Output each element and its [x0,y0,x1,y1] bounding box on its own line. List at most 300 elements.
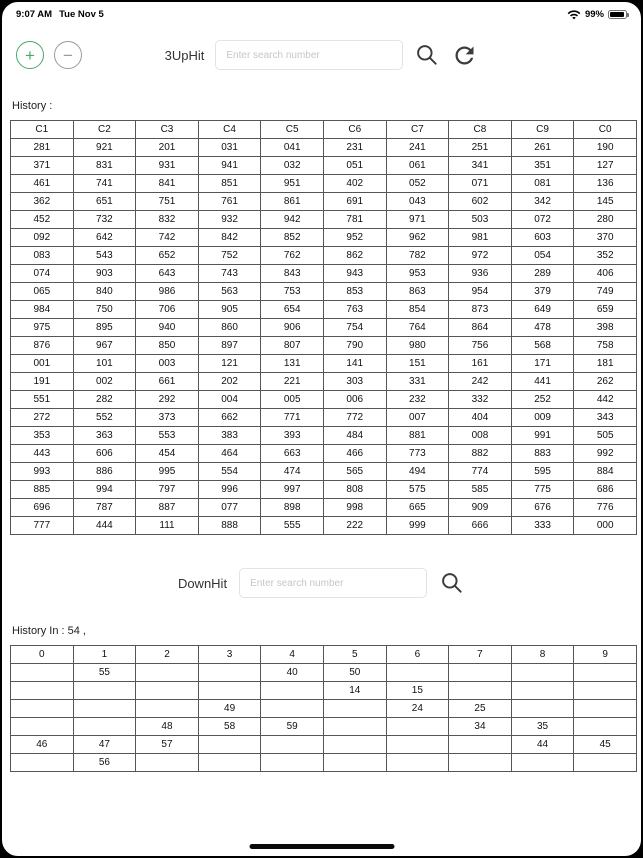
table-cell: 242 [449,373,512,391]
table-cell [73,682,136,700]
table-cell: 854 [386,301,449,319]
table-cell [198,682,261,700]
wifi-icon [567,9,581,20]
table-cell: 763 [323,301,386,319]
battery-icon [608,10,627,19]
table-row [11,175,637,193]
table-cell [449,736,512,754]
table-cell: 790 [323,337,386,355]
table-cell: 002 [73,373,136,391]
table-cell: 832 [136,211,199,229]
table-cell: 850 [136,337,199,355]
table-cell [136,664,199,682]
table-cell: 484 [323,427,386,445]
table-row [11,481,637,499]
table-cell: 006 [323,391,386,409]
table-cell: 797 [136,481,199,499]
table-cell: 077 [198,499,261,517]
table-cell: 478 [511,319,574,337]
table-cell: 171 [511,355,574,373]
table-cell: 942 [261,211,324,229]
table-cell: 181 [574,355,637,373]
table-cell: 696 [11,499,74,517]
table-cell: 876 [11,337,74,355]
table-cell: 897 [198,337,261,355]
table-cell: 505 [574,427,637,445]
table-cell: 331 [386,373,449,391]
table-header-cell: 6 [386,646,449,664]
table-cell: 371 [11,157,74,175]
table-cell: 065 [11,283,74,301]
table-header-cell: C1 [11,121,74,139]
table-header-cell: 4 [261,646,324,664]
table-cell: 751 [136,193,199,211]
table-cell: 980 [386,337,449,355]
table-cell [261,700,324,718]
table-cell: 136 [574,175,637,193]
table-cell: 754 [323,319,386,337]
table-cell: 676 [511,499,574,517]
table-cell: 666 [449,517,512,535]
table-cell: 742 [136,229,199,247]
table-header-cell: 3 [198,646,261,664]
table-cell: 202 [198,373,261,391]
status-left [16,9,104,20]
table-cell [198,754,261,772]
table-cell [261,682,324,700]
table-cell: 052 [386,175,449,193]
table-row [11,736,637,754]
table-row [11,391,637,409]
table-cell: 454 [136,445,199,463]
table-cell: 863 [386,283,449,301]
table-cell: 758 [574,337,637,355]
table-cell [386,754,449,772]
table-cell [136,700,199,718]
table-row [11,265,637,283]
table-cell: 121 [198,355,261,373]
table-cell: 292 [136,391,199,409]
table-cell: 14 [323,682,386,700]
table-cell [261,754,324,772]
table-cell: 941 [198,157,261,175]
table-cell [198,736,261,754]
table-cell: 57 [136,736,199,754]
table-cell: 111 [136,517,199,535]
downhit-history-value: 54 , [67,625,86,637]
table-cell: 352 [574,247,637,265]
uphit-search-button[interactable] [414,42,440,68]
table-cell: 272 [11,409,74,427]
table-cell: 261 [511,139,574,157]
table-cell: 494 [386,463,449,481]
table-row [11,718,637,736]
table-header-cell: C6 [323,121,386,139]
table-cell: 074 [11,265,74,283]
table-cell: 585 [449,481,512,499]
table-cell: 773 [386,445,449,463]
table-cell: 603 [511,229,574,247]
table-cell: 552 [73,409,136,427]
table-cell: 843 [261,265,324,283]
table-cell [511,682,574,700]
table-cell: 903 [73,265,136,283]
table-cell: 007 [386,409,449,427]
table-cell: 442 [574,391,637,409]
table-cell [136,754,199,772]
table-cell: 999 [386,517,449,535]
table-cell: 161 [449,355,512,373]
table-cell: 860 [198,319,261,337]
table-row [11,283,637,301]
table-cell: 231 [323,139,386,157]
table-cell: 24 [386,700,449,718]
table-cell: 032 [261,157,324,175]
table-cell: 732 [73,211,136,229]
table-cell: 565 [323,463,386,481]
table-cell: 992 [574,445,637,463]
table-cell: 749 [574,283,637,301]
table-cell: 906 [261,319,324,337]
table-cell [574,700,637,718]
table-cell: 807 [261,337,324,355]
table-cell: 575 [386,481,449,499]
table-cell: 663 [261,445,324,463]
table-cell [11,664,74,682]
table-cell: 402 [323,175,386,193]
table-cell: 952 [323,229,386,247]
table-cell [11,718,74,736]
table-cell: 831 [73,157,136,175]
table-cell: 49 [198,700,261,718]
table-cell [386,718,449,736]
table-cell: 151 [386,355,449,373]
table-cell: 555 [261,517,324,535]
table-cell: 083 [11,247,74,265]
table-cell: 753 [261,283,324,301]
table-header-row [11,121,637,139]
table-cell: 474 [261,463,324,481]
table-cell: 201 [136,139,199,157]
table-cell: 743 [198,265,261,283]
table-row [11,301,637,319]
table-cell: 50 [323,664,386,682]
table-cell: 092 [11,229,74,247]
table-cell: 762 [261,247,324,265]
table-cell: 333 [511,517,574,535]
table-cell: 221 [261,373,324,391]
table-cell [323,736,386,754]
table-cell [511,664,574,682]
table-cell: 141 [323,355,386,373]
table-cell: 883 [511,445,574,463]
table-cell: 651 [73,193,136,211]
table-cell: 606 [73,445,136,463]
table-cell: 051 [323,157,386,175]
table-cell: 353 [11,427,74,445]
table-header-cell: 0 [11,646,74,664]
table-cell: 986 [136,283,199,301]
table-cell: 004 [198,391,261,409]
table-header-cell: C2 [73,121,136,139]
table-cell: 373 [136,409,199,427]
table-cell: 931 [136,157,199,175]
table-cell: 993 [11,463,74,481]
table-cell: 884 [574,463,637,481]
downhit-history-label-row [12,625,631,637]
table-cell: 842 [198,229,261,247]
table-cell [323,700,386,718]
table-header-cell: C8 [449,121,512,139]
table-cell: 553 [136,427,199,445]
table-row [11,229,637,247]
table-cell: 009 [511,409,574,427]
table-row [11,463,637,481]
table-cell: 282 [73,391,136,409]
table-cell: 101 [73,355,136,373]
table-cell: 862 [323,247,386,265]
table-row [11,193,637,211]
table-cell: 554 [198,463,261,481]
table-cell: 932 [198,211,261,229]
table-cell: 764 [386,319,449,337]
table-cell: 551 [11,391,74,409]
table-cell: 873 [449,301,512,319]
table-cell: 56 [73,754,136,772]
table-row [11,664,637,682]
table-cell: 953 [386,265,449,283]
table-cell: 443 [11,445,74,463]
increase-button[interactable]: + [16,41,44,69]
table-cell [574,718,637,736]
table-cell: 406 [574,265,637,283]
table-row [11,682,637,700]
table-cell: 936 [449,265,512,283]
table-cell: 071 [449,175,512,193]
table-cell: 962 [386,229,449,247]
table-cell [136,682,199,700]
table-cell: 595 [511,463,574,481]
table-cell: 943 [323,265,386,283]
table-cell: 45 [574,736,637,754]
table-cell [386,736,449,754]
table-cell: 774 [449,463,512,481]
table-cell: 642 [73,229,136,247]
table-cell: 461 [11,175,74,193]
table-cell: 005 [261,391,324,409]
table-cell: 841 [136,175,199,193]
table-cell: 251 [449,139,512,157]
table-cell: 441 [511,373,574,391]
table-row [11,247,637,265]
table-row [11,427,637,445]
table-row [11,517,637,535]
table-header-cell: 7 [449,646,512,664]
downhit-history-table [10,645,637,772]
decrease-button[interactable]: − [54,41,82,69]
table-cell: 131 [261,355,324,373]
table-cell: 072 [511,211,574,229]
table-header-cell: C4 [198,121,261,139]
table-header-row [11,646,637,664]
table-cell: 967 [73,337,136,355]
table-cell: 981 [449,229,512,247]
table-cell [386,664,449,682]
table-cell: 971 [386,211,449,229]
table-cell: 252 [511,391,574,409]
table-cell [261,736,324,754]
table-cell [449,664,512,682]
table-cell: 031 [198,139,261,157]
table-row [11,499,637,517]
table-header-cell: 1 [73,646,136,664]
table-cell: 191 [11,373,74,391]
table-cell: 59 [261,718,324,736]
table-cell: 706 [136,301,199,319]
table-cell: 852 [261,229,324,247]
table-cell: 280 [574,211,637,229]
table-header-cell: 9 [574,646,637,664]
table-cell: 781 [323,211,386,229]
table-cell: 466 [323,445,386,463]
downhit-history-label: History In : [12,625,65,637]
top-toolbar [2,32,641,78]
table-cell [73,700,136,718]
table-cell: 654 [261,301,324,319]
table-cell: 659 [574,301,637,319]
uphit-history-label: History : [12,100,53,112]
table-cell: 041 [261,139,324,157]
table-cell: 303 [323,373,386,391]
table-cell: 886 [73,463,136,481]
table-cell: 851 [198,175,261,193]
table-cell: 921 [73,139,136,157]
table-cell: 351 [511,157,574,175]
search-icon [439,570,465,596]
table-cell: 061 [386,157,449,175]
table-cell: 404 [449,409,512,427]
table-cell: 008 [449,427,512,445]
uphit-history-table [10,120,637,535]
table-cell: 464 [198,445,261,463]
table-row [11,319,637,337]
table-cell: 444 [73,517,136,535]
table-cell: 782 [386,247,449,265]
table-cell: 995 [136,463,199,481]
table-cell: 47 [73,736,136,754]
table-row [11,754,637,772]
table-cell [11,700,74,718]
table-cell: 000 [574,517,637,535]
table-cell: 808 [323,481,386,499]
battery-percent: 99% [584,8,604,20]
table-cell: 241 [386,139,449,157]
table-row [11,337,637,355]
downhit-search-input[interactable] [239,568,427,598]
table-cell: 602 [449,193,512,211]
table-cell: 054 [511,247,574,265]
table-header-cell: C5 [261,121,324,139]
table-header-cell: 8 [511,646,574,664]
table-cell: 379 [511,283,574,301]
table-cell: 662 [198,409,261,427]
table-cell: 954 [449,283,512,301]
table-cell: 750 [73,301,136,319]
table-cell: 383 [198,427,261,445]
uphit-title: 3UpHit [164,47,205,63]
table-cell: 761 [198,193,261,211]
table-cell [449,754,512,772]
table-cell [511,700,574,718]
table-cell: 994 [73,481,136,499]
table-row [11,700,637,718]
table-cell: 998 [323,499,386,517]
table-row [11,373,637,391]
table-cell: 643 [136,265,199,283]
table-cell: 905 [198,301,261,319]
table-cell [574,664,637,682]
table-cell: 771 [261,409,324,427]
refresh-icon [451,42,478,69]
home-indicator[interactable] [249,844,394,849]
table-cell: 190 [574,139,637,157]
table-cell: 882 [449,445,512,463]
table-cell: 543 [73,247,136,265]
table-cell [511,754,574,772]
table-cell: 909 [449,499,512,517]
table-cell: 568 [511,337,574,355]
table-cell: 341 [449,157,512,175]
table-cell: 741 [73,175,136,193]
table-cell: 127 [574,157,637,175]
table-cell [323,754,386,772]
table-cell: 895 [73,319,136,337]
status-time: 9:07 AM [16,8,53,20]
table-cell: 003 [136,355,199,373]
table-header-cell: C3 [136,121,199,139]
table-cell: 991 [511,427,574,445]
table-header-cell: 5 [323,646,386,664]
table-cell: 343 [574,409,637,427]
table-cell [73,718,136,736]
table-cell: 652 [136,247,199,265]
table-cell: 691 [323,193,386,211]
table-cell: 25 [449,700,512,718]
table-cell: 362 [11,193,74,211]
table-cell [11,682,74,700]
table-cell: 44 [511,736,574,754]
table-cell: 232 [386,391,449,409]
table-cell: 58 [198,718,261,736]
uphit-search-input[interactable] [215,40,403,70]
table-cell: 885 [11,481,74,499]
table-cell: 332 [449,391,512,409]
table-cell: 940 [136,319,199,337]
table-cell: 46 [11,736,74,754]
table-cell: 776 [574,499,637,517]
table-row [11,157,637,175]
table-cell: 145 [574,193,637,211]
table-cell: 972 [449,247,512,265]
status-date: Tue Nov 5 [59,8,104,20]
table-header-cell: 2 [136,646,199,664]
table-cell: 887 [136,499,199,517]
table-cell: 563 [198,283,261,301]
downhit-search-button[interactable] [439,570,465,596]
refresh-button[interactable] [451,42,478,69]
table-cell: 686 [574,481,637,499]
table-cell: 898 [261,499,324,517]
